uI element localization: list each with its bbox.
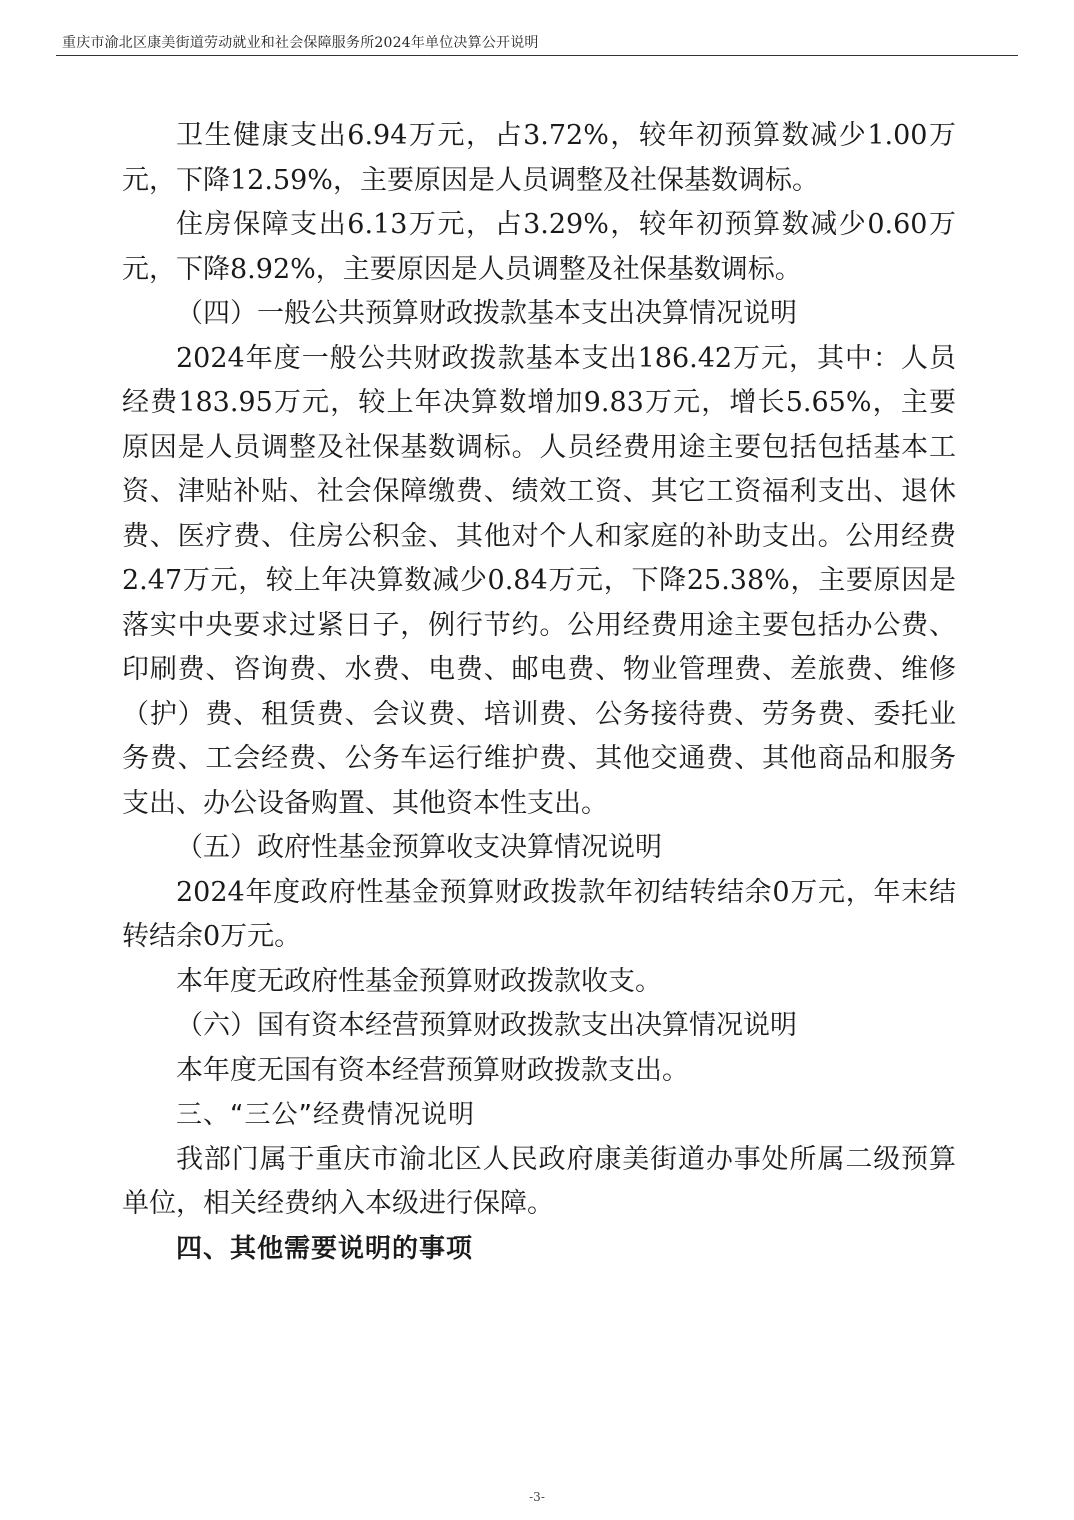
document-body: [122, 114, 956, 1271]
subheading-state-capital: （六）国有资本经营预算财政拨款支出决算情况说明: [176, 1010, 797, 1041]
section-heading-other-matters: 四、其他需要说明的事项: [176, 1233, 474, 1264]
paragraph-government-fund-balance: 2024年度政府性基金预算财政拨款年初结转结余0万元，年末结转结余0万元。: [122, 876, 956, 952]
subheading-government-fund: （五）政府性基金预算收支决算情况说明: [176, 832, 662, 863]
page-number: -3-: [529, 1490, 545, 1504]
paragraph-government-fund-none: 本年度无政府性基金预算财政拨款收支。: [176, 965, 662, 997]
paragraph-health-expenditure: 卫生健康支出6.94万元，占3.72%，较年初预算数减少1.00万元，下降12.59%，主要原因是人员调整及社保基数调标。: [122, 120, 956, 196]
paragraph-housing-expenditure: 住房保障支出6.13万元，占3.29%，较年初预算数减少0.60万元，下降8.92%，主要原因是人员调整及社保基数调标。: [122, 209, 956, 285]
paragraph-three-public: 我部门属于重庆市渝北区人民政府康美街道办事处所属二级预算单位，相关经费纳入本级进行保障。: [122, 1143, 956, 1219]
section-heading-three-public: 三、“三公”经费情况说明: [176, 1100, 475, 1130]
document-header: 重庆市渝北区康美街道劳动就业和社会保障服务所2024年单位决算公开说明: [62, 35, 539, 51]
paragraph-state-capital-none: 本年度无国有资本经营预算财政拨款支出。: [176, 1054, 689, 1086]
paragraph-basic-expenditure: 2024年度一般公共财政拨款基本支出186.42万元，其中：人员经费183.95万元，较上年决算数增加9.83万元，增长5.65%，主要原因是人员调整及社保基数调标。人员经费用途主要包括包括基本工资、津贴补贴、社会保障缴费、绩效工资、其它工资福利支出、退休费、医疗费、住房公积金、其他对个人和家庭的补助支出。公用经费2.47万元，较上年决算数减少0.84万元，下降25.38%，主要原因是落实中央要求过紧日子，例行节约。公用经费用途主要包括办公费、印刷费、咨询费、水费、电费、邮电费、物业管理费、差旅费、维修（护）费、租赁费、会议费、培训费、公务接待费、劳务费、委托业务费、工会经费、公务车运行维护费、其他交通费、其他商品和服务支出、办公设备购置、其他资本性支出。: [122, 342, 956, 819]
header-rule: [56, 55, 1018, 56]
subheading-basic-expenditure: （四）一般公共预算财政拨款基本支出决算情况说明: [176, 298, 797, 329]
